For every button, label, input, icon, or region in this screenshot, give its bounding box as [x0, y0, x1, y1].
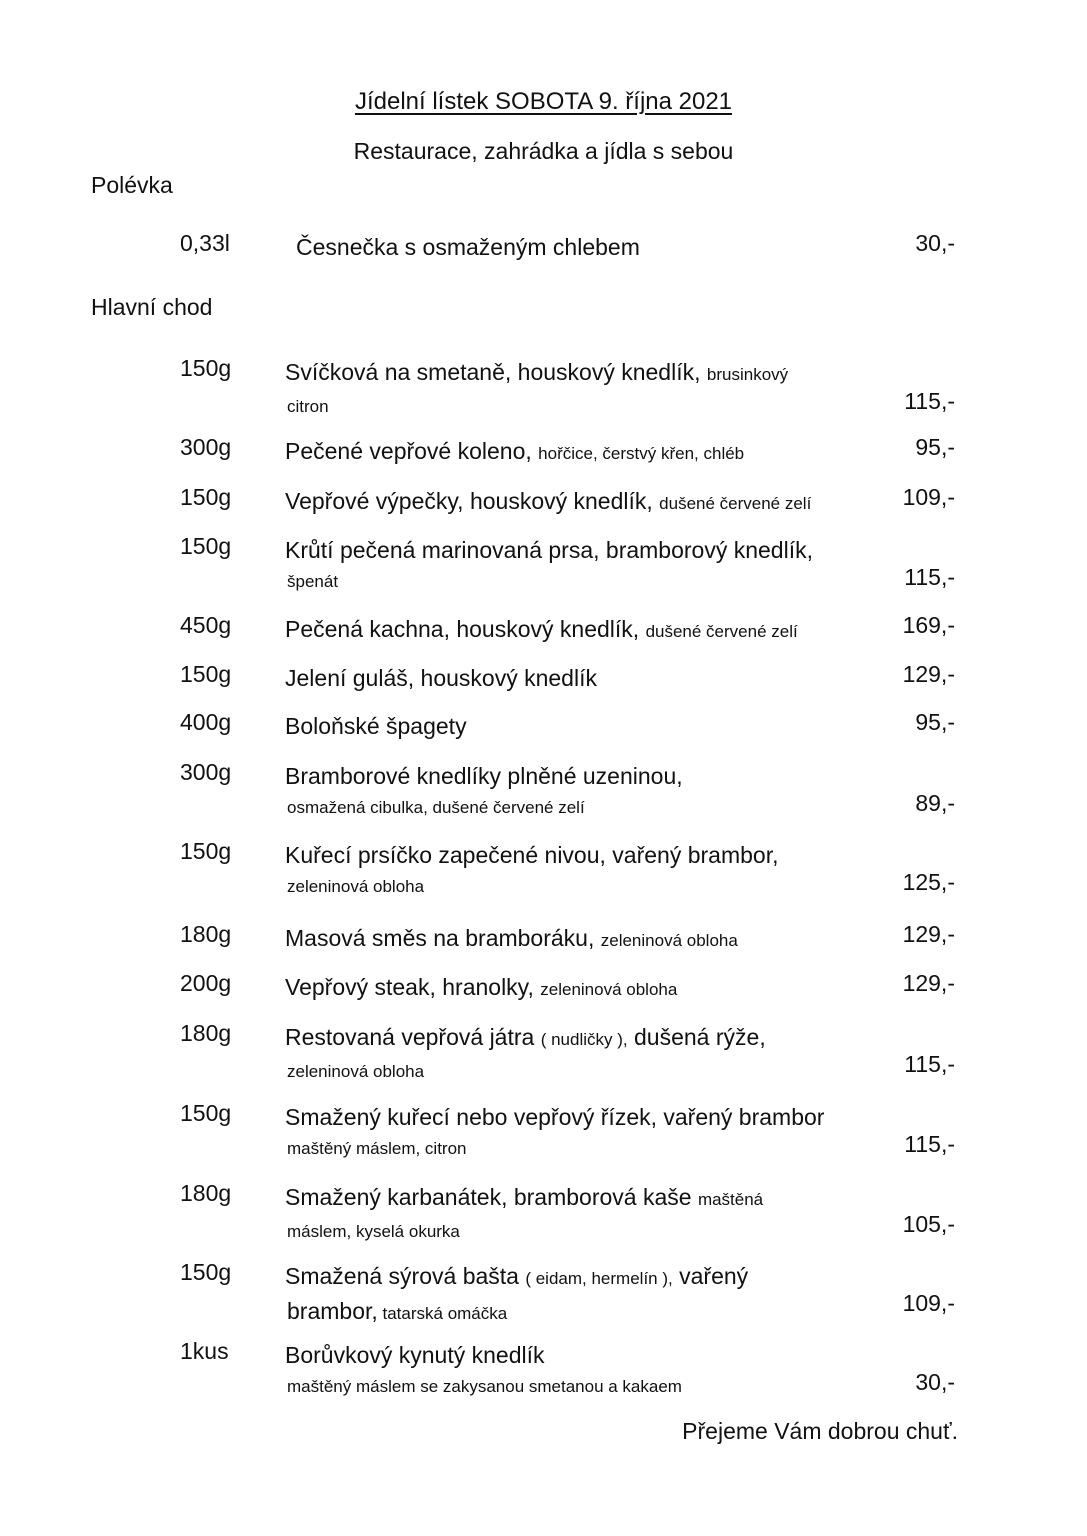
item-name: Restovaná vepřová játra [285, 1024, 535, 1050]
item-description [285, 921, 885, 958]
item-description [285, 1259, 885, 1329]
item-quantity: 150g [180, 355, 232, 381]
item-price: 105,- [902, 1211, 955, 1237]
item-description [285, 434, 885, 471]
item-side-dish: maštěná [697, 1190, 764, 1209]
item-quantity: 180g [180, 921, 232, 947]
item-side-dish: špenát [287, 572, 339, 591]
page-title: Jídelní lístek SOBOTA 9. října 2021 [354, 88, 733, 115]
item-name: Smažený karbanátek, bramborová kaše [285, 1184, 692, 1210]
item-side-dish: zeleninová obloha [287, 1062, 425, 1081]
item-second-line [285, 1296, 885, 1329]
item-side-dish: tatarská omáčka [382, 1304, 508, 1323]
item-quantity: 150g [180, 838, 232, 864]
item-name: Pečené vepřové koleno, [285, 438, 532, 464]
item-name: Vepřové výpečky, houskový knedlík, [285, 488, 653, 514]
item-second-line [285, 1372, 885, 1402]
menu-item-row [0, 355, 1087, 415]
item-description [285, 355, 885, 422]
item-side-dish: ( eidam, hermelín ), [525, 1269, 673, 1288]
menu-item-row [0, 838, 1087, 898]
item-side-dish: osmažená cibulka, dušené červené zelí [287, 798, 585, 817]
menu-item-row [0, 1338, 1087, 1398]
item-description [285, 1180, 885, 1247]
item-name: Česnečka s osmaženým chlebem [296, 234, 640, 260]
menu-item-row [0, 533, 1087, 593]
item-quantity: 400g [180, 709, 232, 735]
item-description [285, 709, 885, 743]
item-price: 115,- [904, 1051, 955, 1077]
menu-item-row [0, 1259, 1087, 1324]
item-name: Smažený kuřecí nebo vepřový řízek, vařený brambor [285, 1104, 825, 1130]
item-side-dish: zeleninová obloha [600, 931, 738, 950]
item-description [285, 1020, 885, 1087]
item-name-continued: brambor, [287, 1298, 378, 1324]
item-side-dish: máslem, kyselá okurka [287, 1222, 460, 1241]
item-description [285, 759, 885, 823]
item-second-line [285, 872, 885, 902]
item-side-dish: citron [287, 397, 329, 416]
item-description [285, 484, 885, 521]
item-second-line [285, 1134, 885, 1164]
item-name: Bramborové knedlíky plněné uzeninou, [285, 763, 683, 789]
item-second-line [285, 392, 885, 422]
item-name: Pečená kachna, houskový knedlík, [285, 616, 640, 642]
item-name: Kuřecí prsíčko zapečené nivou, vařený brambor, [285, 842, 779, 868]
item-price: 129,- [902, 921, 955, 947]
item-name: Smažená sýrová bašta [285, 1263, 519, 1289]
item-description [285, 661, 885, 695]
item-quantity: 0,33l [180, 230, 230, 256]
item-quantity: 150g [180, 1259, 232, 1285]
item-description [285, 1100, 885, 1164]
page-subtitle: Restaurace, zahrádka a jídla s sebou [353, 138, 734, 164]
item-name: Krůtí pečená marinovaná prsa, bramborový knedlík, [285, 537, 813, 563]
item-quantity: 150g [180, 484, 232, 510]
item-name: Masová směs na bramboráku, [285, 925, 595, 951]
item-name: Borůvkový kynutý knedlík [285, 1342, 545, 1368]
footer-greeting: Přejeme Vám dobrou chuť. [682, 1418, 958, 1444]
item-quantity: 450g [180, 612, 232, 638]
item-price: 95,- [915, 709, 955, 735]
item-quantity: 1kus [180, 1338, 229, 1364]
item-side-dish: hořčice, čerstvý křen, chléb [538, 444, 745, 463]
item-price: 115,- [904, 564, 955, 590]
item-price: 169,- [902, 612, 955, 638]
item-quantity: 300g [180, 434, 232, 460]
item-description [285, 533, 885, 597]
item-side-dish: maštěný máslem se zakysanou smetanou a kakaem [287, 1377, 682, 1396]
section-heading-soup: Polévka [91, 172, 173, 198]
item-price: 125,- [902, 869, 955, 895]
menu-item-row [0, 1180, 1087, 1240]
item-side-dish: dušené červené zelí [659, 494, 812, 513]
item-quantity: 150g [180, 1100, 232, 1126]
item-name-continued: vařený [679, 1263, 749, 1289]
item-price: 109,- [902, 484, 955, 510]
item-second-line [285, 1057, 885, 1087]
item-description [285, 1338, 885, 1402]
item-quantity: 180g [180, 1020, 232, 1046]
item-description [285, 838, 885, 902]
item-side-dish: ( nudličky ), [540, 1030, 628, 1049]
item-description [285, 970, 885, 1007]
item-name: Svíčková na smetaně, houskový knedlík, [285, 359, 701, 385]
section-heading-main: Hlavní chod [91, 294, 213, 320]
item-price: 129,- [902, 661, 955, 687]
item-price: 109,- [902, 1290, 955, 1316]
menu-item-row [0, 1020, 1087, 1080]
item-name-continued: dušená rýže, [634, 1024, 766, 1050]
item-side-dish: zeleninová obloha [287, 877, 425, 896]
item-price: 95,- [915, 434, 955, 460]
item-price: 30,- [915, 1369, 955, 1395]
item-price: 89,- [915, 790, 955, 816]
item-side-dish: zeleninová obloha [540, 980, 678, 999]
item-second-line [285, 567, 885, 597]
item-quantity: 150g [180, 533, 232, 559]
item-second-line [285, 793, 885, 823]
item-description [285, 612, 885, 649]
item-price: 115,- [904, 388, 955, 414]
item-price: 115,- [904, 1131, 955, 1157]
soup-row [0, 230, 1087, 290]
item-side-dish: dušené červené zelí [645, 622, 798, 641]
item-price: 129,- [902, 970, 955, 996]
item-second-line [285, 1217, 885, 1247]
item-name: Boloňské špagety [285, 713, 467, 739]
item-name: Jelení guláš, houskový knedlík [285, 665, 597, 691]
menu-item-row [0, 1100, 1087, 1160]
menu-item-row [0, 759, 1087, 819]
item-quantity: 180g [180, 1180, 232, 1206]
item-price: 30,- [915, 230, 955, 256]
item-quantity: 200g [180, 970, 232, 996]
item-quantity: 300g [180, 759, 232, 785]
item-side-dish: brusinkový [706, 365, 789, 384]
item-quantity: 150g [180, 661, 232, 687]
item-side-dish: maštěný máslem, citron [287, 1139, 467, 1158]
item-name: Vepřový steak, hranolky, [285, 974, 534, 1000]
